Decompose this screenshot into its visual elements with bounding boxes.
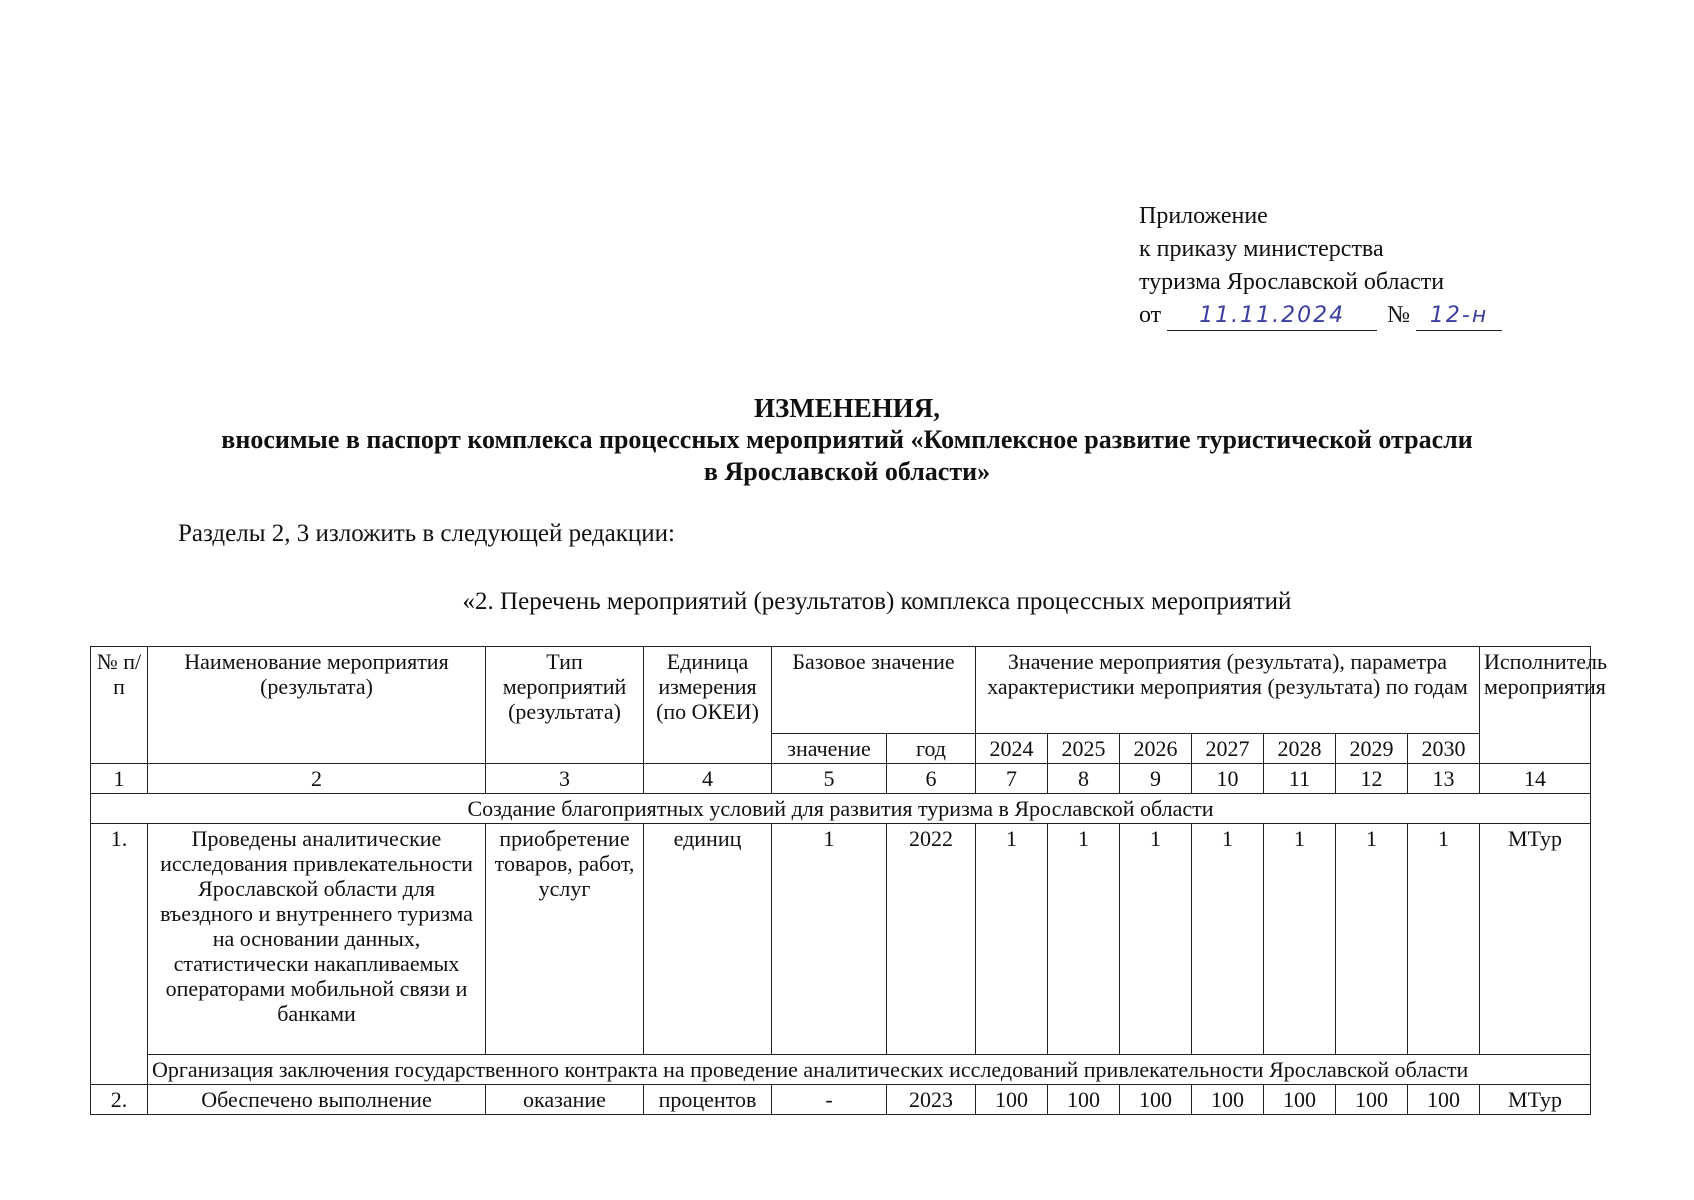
table-row	[91, 1085, 1591, 1115]
column-number: 3	[486, 764, 644, 794]
row-executor: МТур	[1480, 824, 1591, 1055]
row-value: 1	[1336, 824, 1408, 1055]
document-heading	[0, 392, 1694, 488]
row-base-year: 2022	[887, 824, 976, 1055]
row-num: 1.	[91, 824, 148, 1085]
order-date: 11.11.2024	[1167, 302, 1377, 331]
row-base-value: 1	[772, 824, 887, 1055]
row-name: Проведены аналитические исследования привлекательности Ярославской области для въездного и внутреннего туризма на основании данных, статистически накапливаемых операторами мобильной связи и банками	[148, 824, 486, 1055]
header-year: 2028	[1264, 734, 1336, 764]
row-unit: процентов	[644, 1085, 772, 1115]
column-number: 12	[1336, 764, 1408, 794]
header-year: 2024	[976, 734, 1048, 764]
column-number: 11	[1264, 764, 1336, 794]
column-number: 1	[91, 764, 148, 794]
row-value: 100	[1264, 1085, 1336, 1115]
column-number: 6	[887, 764, 976, 794]
row-value: 100	[1192, 1085, 1264, 1115]
row-value: 1	[1408, 824, 1480, 1055]
header-year: 2029	[1336, 734, 1408, 764]
header-base-value: значение	[772, 734, 887, 764]
column-number: 7	[976, 764, 1048, 794]
appendix-line-3: туризма Ярославской области	[1139, 269, 1445, 295]
column-number-row	[91, 764, 1591, 794]
intro-text: Разделы 2, 3 изложить в следующей редакции:	[178, 520, 675, 547]
row-value: 100	[1336, 1085, 1408, 1115]
row-value: 1	[1192, 824, 1264, 1055]
header-executor: Исполнитель мероприятия	[1480, 647, 1591, 764]
measures-table	[90, 646, 1608, 1115]
column-number: 13	[1408, 764, 1480, 794]
column-number: 10	[1192, 764, 1264, 794]
header-unit: Единица измерения (по ОКЕИ)	[644, 647, 772, 764]
row-value: 100	[1048, 1085, 1120, 1115]
row-value: 100	[1120, 1085, 1192, 1115]
row-value: 100	[1408, 1085, 1480, 1115]
column-number: 2	[148, 764, 486, 794]
column-number: 14	[1480, 764, 1591, 794]
header-base-year: год	[887, 734, 976, 764]
number-label: №	[1387, 302, 1411, 328]
row-unit: единиц	[644, 824, 772, 1055]
group-title: Создание благоприятных условий для развития туризма в Ярославской области	[91, 794, 1591, 824]
row-value: 1	[1120, 824, 1192, 1055]
row-num: 2.	[91, 1085, 148, 1115]
appendix-line-1: Приложение	[1139, 203, 1268, 229]
table-note-row	[91, 1055, 1591, 1085]
header-year: 2030	[1408, 734, 1480, 764]
from-label: от	[1139, 302, 1162, 328]
row-base-year: 2023	[887, 1085, 976, 1115]
row-value: 100	[976, 1085, 1048, 1115]
heading-line-2: вносимые в паспорт комплекса процессных мероприятий «Комплексное развитие туристической отрасли	[221, 425, 1473, 454]
appendix-block	[1139, 200, 1502, 332]
row-type: приобретение товаров, работ, услуг	[486, 824, 644, 1055]
header-year: 2027	[1192, 734, 1264, 764]
header-base: Базовое значение	[772, 647, 976, 734]
row-base-value: -	[772, 1085, 887, 1115]
header-year: 2026	[1120, 734, 1192, 764]
row-name: Обеспечено выполнение	[148, 1085, 486, 1115]
header-year: 2025	[1048, 734, 1120, 764]
appendix-line-2: к приказу министерства	[1139, 236, 1384, 262]
section-title: «2. Перечень мероприятий (результатов) комплекса процессных мероприятий	[462, 588, 1292, 615]
column-number: 4	[644, 764, 772, 794]
header-values-by-year: Значение мероприятия (результата), параметра характеристики мероприятия (результата) по годам	[976, 647, 1480, 734]
column-number: 8	[1048, 764, 1120, 794]
appendix-date-line	[1139, 299, 1502, 332]
row-value: 1	[1264, 824, 1336, 1055]
table-row	[91, 824, 1591, 1055]
order-number: 12-н	[1416, 302, 1502, 331]
column-number: 5	[772, 764, 887, 794]
row-type: оказание	[486, 1085, 644, 1115]
header-type: Тип мероприятий (результата)	[486, 647, 644, 764]
heading-title: ИЗМЕНЕНИЯ,	[753, 393, 940, 423]
group-row	[91, 794, 1591, 824]
header-num: № п/п	[91, 647, 148, 764]
header-row-1	[91, 647, 1591, 734]
row-note: Организация заключения государственного контракта на проведение аналитических исследований привлекательности Ярославской области	[148, 1055, 1591, 1085]
row-value: 1	[1048, 824, 1120, 1055]
row-value: 1	[976, 824, 1048, 1055]
column-number: 9	[1120, 764, 1192, 794]
row-executor: МТур	[1480, 1085, 1591, 1115]
header-name: Наименование мероприятия (результата)	[148, 647, 486, 764]
heading-line-3: в Ярославской области»	[703, 457, 991, 486]
